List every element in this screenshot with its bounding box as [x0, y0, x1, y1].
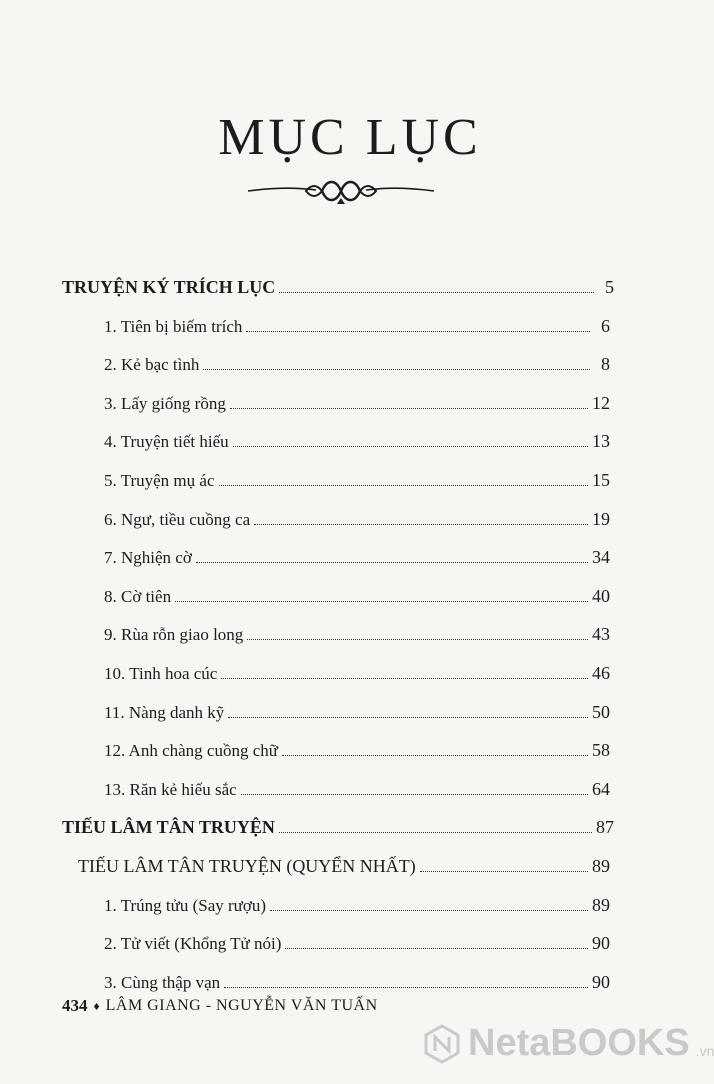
toc-page-number: 89	[592, 856, 610, 876]
toc-entry	[104, 733, 610, 761]
netabooks-logo-icon	[422, 1024, 462, 1064]
dot-leader	[420, 870, 588, 872]
watermark-brand: NetaBOOKS	[468, 1022, 690, 1064]
dot-leader	[282, 754, 588, 756]
toc-entry	[104, 424, 610, 452]
toc-page-number: 19	[592, 508, 610, 529]
toc-entry-title: 6. Ngư, tiều cuồng ca	[104, 509, 251, 529]
running-head: LÂM GIANG - NGUYỄN VĂN TUẤN	[105, 997, 378, 1014]
toc-entry-title: TRUYỆN KÝ TRÍCH LỤC	[62, 277, 276, 297]
toc-page-number: 8	[601, 354, 610, 375]
ornament-divider-icon	[246, 176, 436, 206]
toc-page-number: 89	[592, 894, 610, 915]
dot-leader	[233, 445, 588, 447]
toc-entry	[104, 463, 610, 491]
toc-entry	[104, 888, 610, 916]
toc-entry	[104, 502, 610, 530]
dot-leader	[224, 986, 588, 988]
toc-page-number: 46	[592, 663, 610, 683]
toc-page-number: 50	[592, 701, 610, 722]
toc-entry	[104, 926, 610, 954]
dot-leader	[254, 523, 588, 525]
dot-leader	[203, 368, 590, 370]
toc-entry-title: 10. Tinh hoa cúc	[104, 664, 218, 683]
dot-leader	[228, 716, 588, 718]
toc-section	[62, 270, 614, 298]
toc-entry	[104, 695, 610, 723]
dot-leader	[241, 793, 588, 795]
watermark-suffix: .vn	[695, 1042, 714, 1059]
dot-leader	[270, 909, 588, 911]
toc-entry	[104, 965, 610, 993]
toc-entry-title: 7. Nghiện cờ	[104, 548, 192, 568]
toc-entry	[104, 309, 610, 337]
toc-entry-title: 12. Anh chàng cuồng chữ	[104, 741, 278, 761]
page-footer	[62, 996, 378, 1016]
toc-entry-title: 13. Răn kẻ hiếu sắc	[104, 779, 237, 799]
toc-entry-title: TIẾU LÂM TÂN TRUYỆN	[62, 817, 275, 838]
toc-page-number: 43	[592, 624, 610, 645]
dot-leader	[175, 600, 588, 602]
toc-entry-title: 8. Cờ tiên	[104, 586, 172, 606]
toc-page-number: 34	[592, 547, 610, 568]
toc-page-number: 15	[592, 470, 610, 490]
toc-entry-title: 1. Tiên bị biếm trích	[104, 316, 243, 336]
toc-entry-title: 9. Rùa rỗn giao long	[104, 625, 244, 645]
toc-entry-title: 5. Truyện mụ ác	[104, 471, 215, 490]
toc-entry	[104, 617, 610, 645]
toc-entry-title: 11. Nàng danh kỹ	[104, 702, 225, 722]
toc-page-number: 90	[592, 971, 610, 992]
dot-leader	[279, 831, 592, 833]
toc-page-number: 64	[592, 778, 610, 799]
dot-leader	[196, 561, 588, 563]
toc-page-number: 12	[592, 392, 610, 413]
toc-entry-title: 3. Lấy giống rồng	[104, 393, 226, 413]
dot-leader	[279, 291, 594, 293]
toc-entry-title: TIẾU LÂM TÂN TRUYỆN (QUYỂN NHẤT)	[78, 856, 416, 876]
toc-subsection	[78, 849, 610, 877]
toc-entry-title: 2. Tử viết (Khổng Tử nói)	[104, 934, 282, 954]
toc-entry	[104, 386, 610, 414]
toc-entry	[104, 772, 610, 800]
watermark	[422, 1022, 714, 1065]
dot-leader	[219, 484, 589, 486]
footer-separator: ♦	[93, 998, 100, 1013]
toc-entry-title: 4. Truyện tiết hiếu	[104, 432, 229, 452]
toc-page-number: 58	[592, 740, 610, 761]
toc-page-number: 13	[592, 431, 610, 452]
dot-leader	[285, 947, 588, 949]
page-title: MỤC LỤC	[218, 109, 482, 166]
toc-section	[62, 810, 614, 838]
dot-leader	[221, 677, 588, 679]
page-number: 434	[62, 996, 88, 1015]
dot-leader	[246, 330, 590, 332]
toc-page-number: 5	[605, 277, 614, 297]
toc-entry	[104, 540, 610, 568]
toc-entry	[104, 656, 610, 684]
toc-entry-title: 2. Kẻ bạc tình	[104, 355, 200, 375]
dot-leader	[247, 638, 588, 640]
toc-page-number: 87	[596, 817, 614, 838]
toc-entry	[104, 347, 610, 375]
toc-page-number: 90	[592, 933, 610, 954]
toc-entry	[104, 579, 610, 607]
toc-entry-title: 3. Cùng thập vạn	[104, 972, 221, 992]
toc-page-number: 6	[601, 315, 610, 336]
dot-leader	[230, 407, 588, 409]
toc-entry-title: 1. Trúng tửu (Say rượu)	[104, 895, 267, 915]
toc-page-number: 40	[592, 585, 610, 606]
